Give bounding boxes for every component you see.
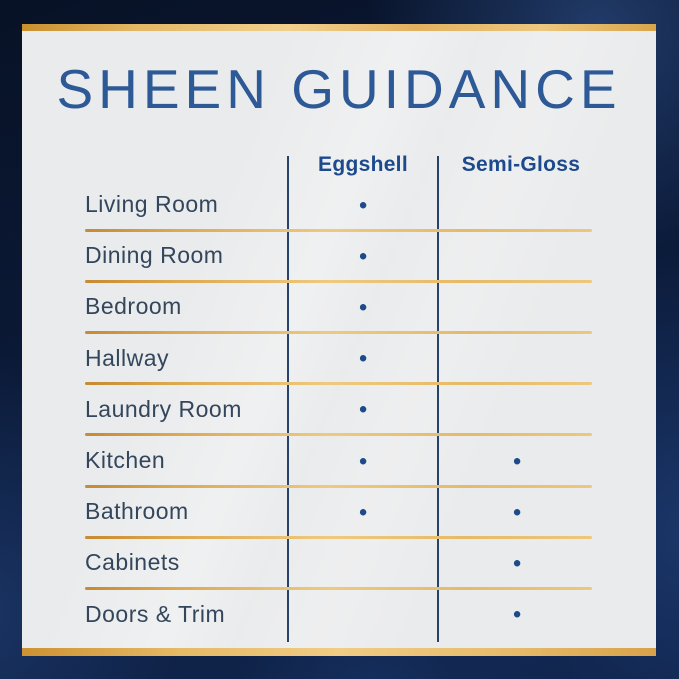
- table-row: [85, 384, 592, 435]
- eggshell-dot: ●: [358, 503, 368, 521]
- eggshell-dot: ●: [358, 400, 368, 418]
- table-row: [85, 589, 592, 640]
- room-label: Dining Room: [85, 242, 224, 269]
- room-label: Laundry Room: [85, 395, 242, 422]
- semi-gloss-dot: ●: [512, 554, 522, 572]
- table-row: [85, 486, 592, 537]
- table-row: [85, 333, 592, 384]
- room-label: Bedroom: [85, 293, 182, 320]
- eggshell-dot: ●: [358, 298, 368, 316]
- eggshell-dot: ●: [358, 349, 368, 367]
- room-label: Bathroom: [85, 498, 189, 525]
- room-label: Cabinets: [85, 549, 180, 576]
- eggshell-dot: ●: [358, 196, 368, 214]
- gold-bar-bottom: [22, 648, 656, 656]
- table-row: [85, 281, 592, 332]
- column-header-semi-gloss: Semi-Gloss: [461, 153, 581, 176]
- gold-bar-top: [22, 24, 656, 31]
- page-title: SHEEN GUIDANCE: [56, 58, 622, 120]
- table-row: [85, 179, 592, 230]
- room-label: Doors & Trim: [85, 600, 226, 627]
- eggshell-dot: ●: [358, 247, 368, 265]
- room-label: Living Room: [85, 191, 219, 218]
- room-label: Hallway: [85, 344, 170, 371]
- table-row: [85, 230, 592, 281]
- sheen-table: [85, 179, 592, 640]
- table-row: [85, 537, 592, 588]
- room-label: Kitchen: [85, 447, 166, 474]
- semi-gloss-dot: ●: [512, 452, 522, 470]
- table-row: [85, 435, 592, 486]
- semi-gloss-dot: ●: [512, 605, 522, 623]
- semi-gloss-dot: ●: [512, 503, 522, 521]
- eggshell-dot: ●: [358, 452, 368, 470]
- column-header-eggshell: Eggshell: [318, 153, 408, 176]
